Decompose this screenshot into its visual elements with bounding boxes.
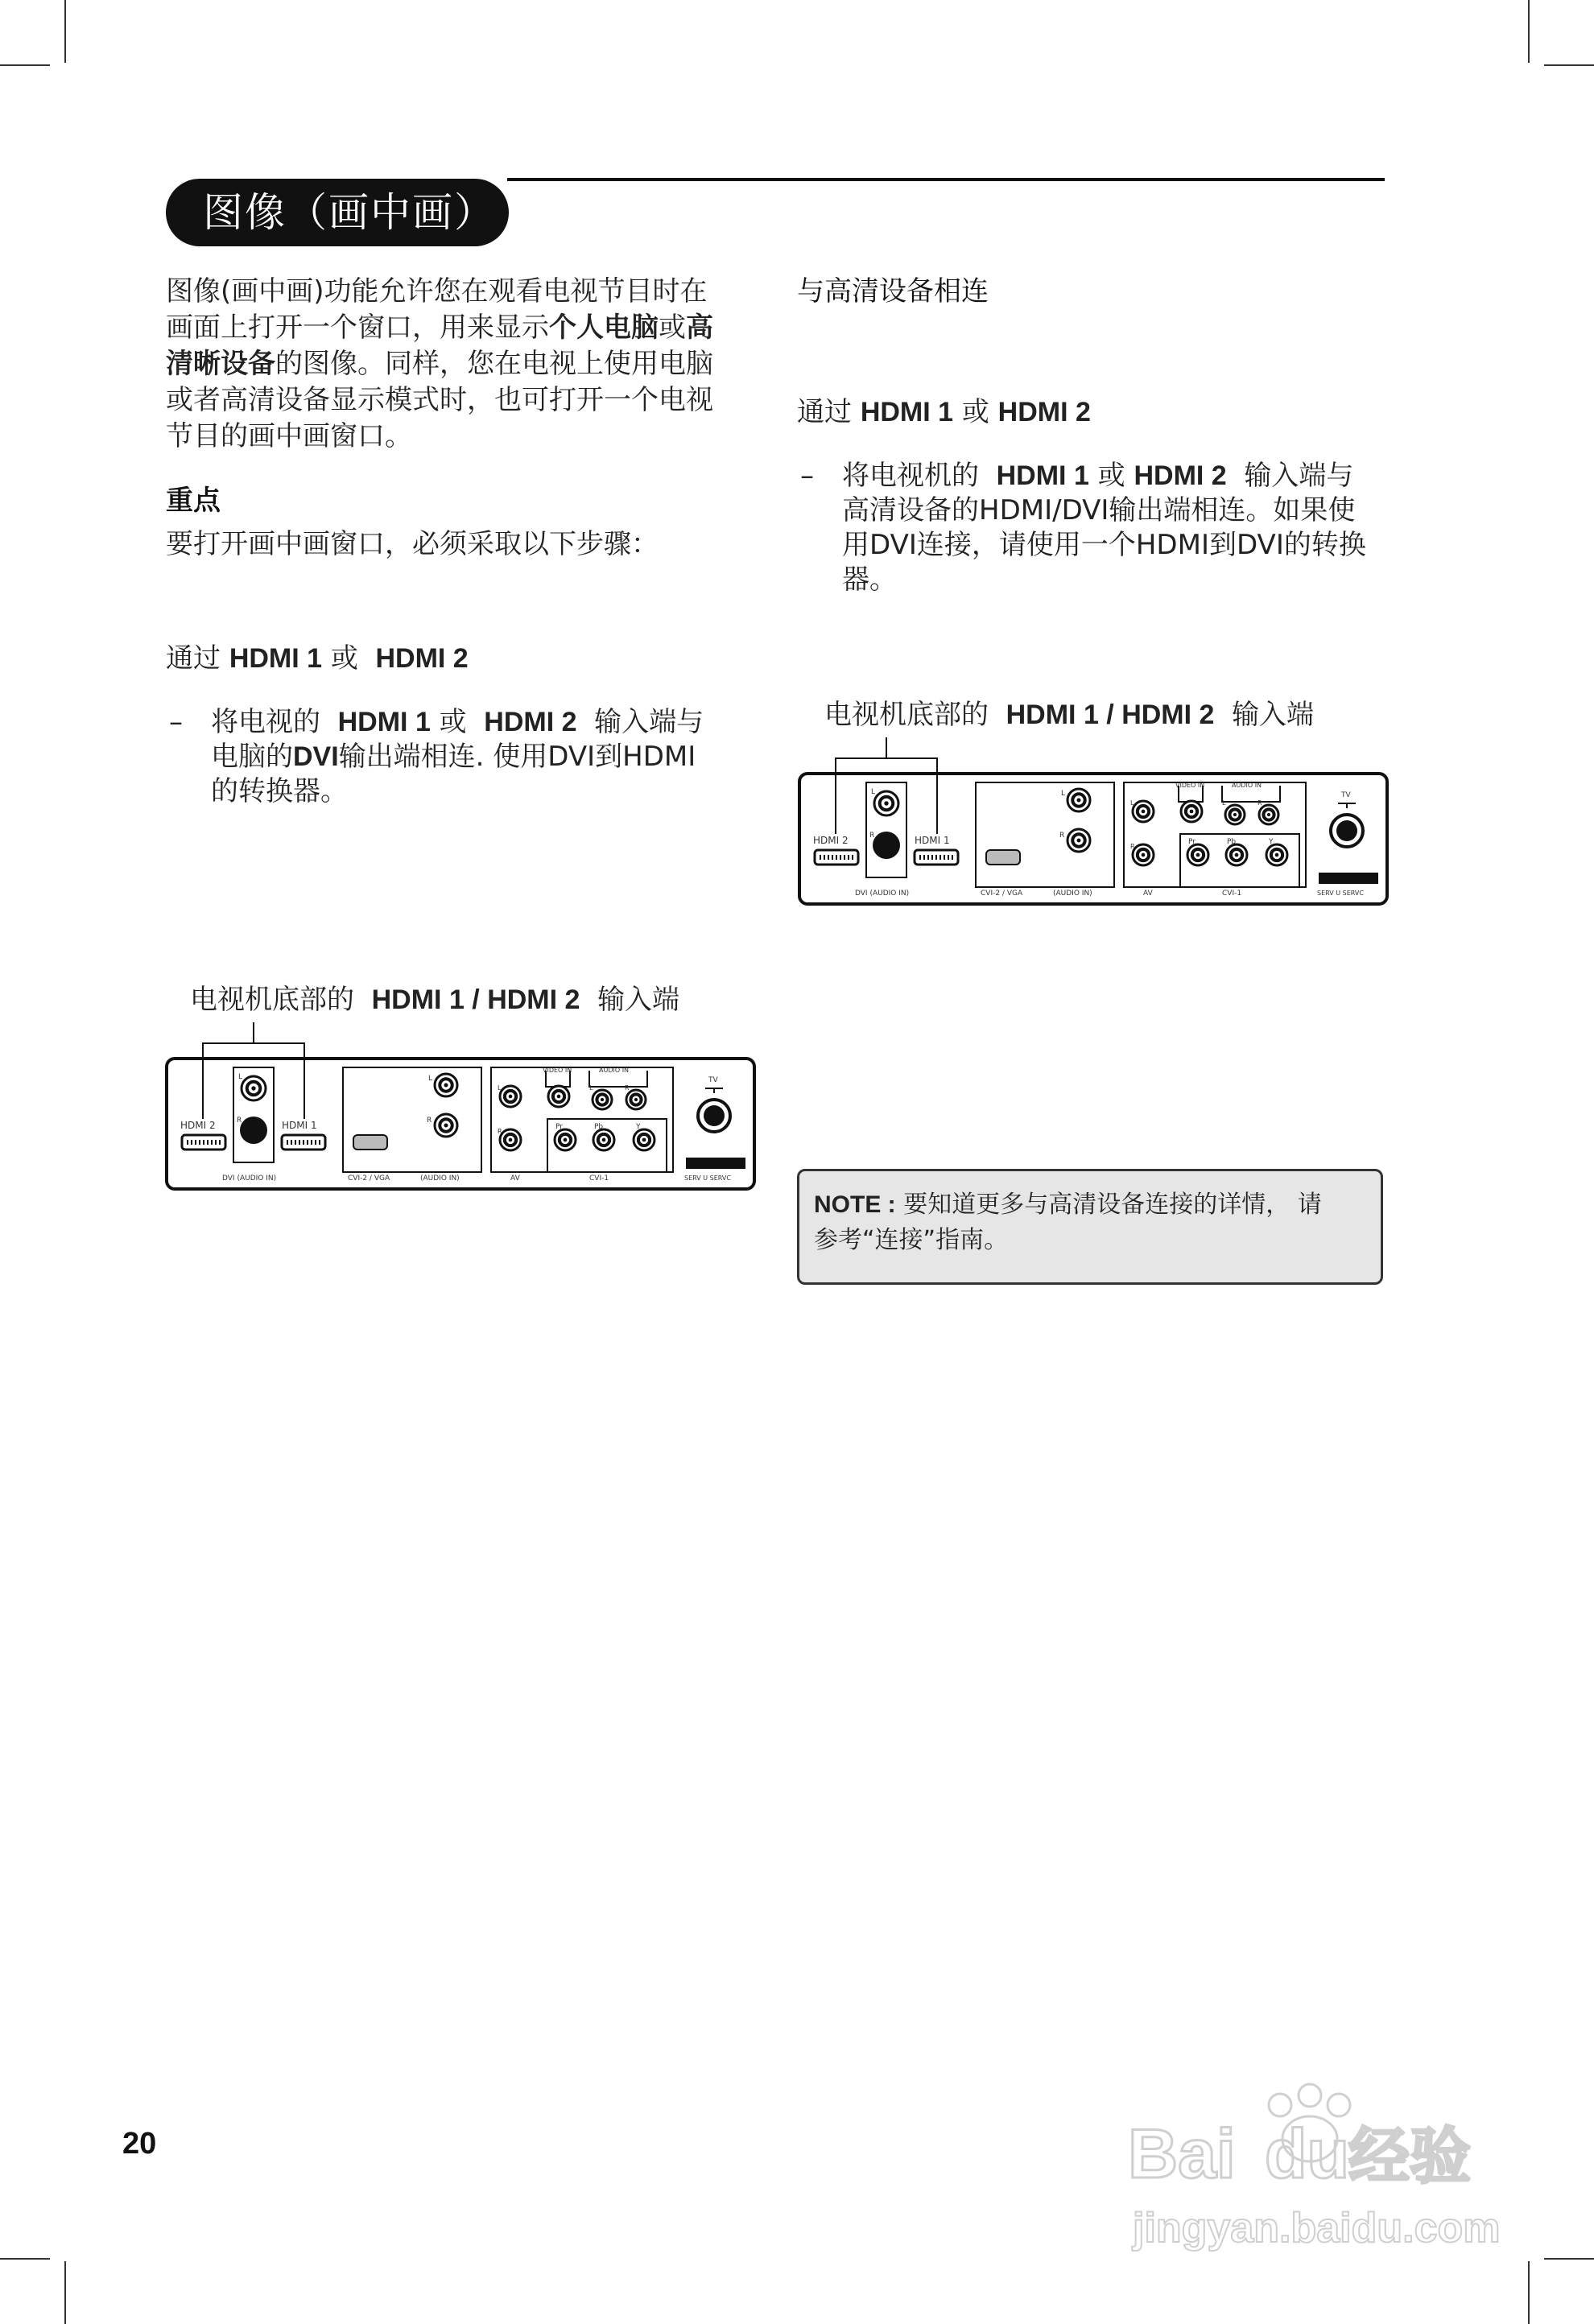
dvi-audio-r-jack-icon bbox=[873, 832, 900, 859]
hdmi-pin-icon bbox=[852, 855, 853, 860]
port-label: L bbox=[589, 1084, 593, 1092]
av-label: AV bbox=[1143, 890, 1153, 898]
vga-port-icon bbox=[986, 850, 1020, 865]
crop-mark bbox=[0, 64, 50, 66]
port-label: L bbox=[238, 1073, 243, 1081]
hdmi-pin-icon bbox=[319, 1140, 320, 1145]
intro-line-5: 节目的画中画窗口。 bbox=[166, 420, 412, 452]
hdmi-pin-icon bbox=[207, 1140, 209, 1145]
left-bullet: – 将电视的 HDMI 1 或 HDMI 2 输入端与 电脑的DVI输出端相连. 使用DVI到HDMI 的转换器。 bbox=[169, 706, 704, 807]
hdmi-pin-icon bbox=[927, 855, 929, 860]
hdmi-pin-icon bbox=[952, 855, 953, 860]
audio-in-top-label: AUDIO IN bbox=[599, 1067, 630, 1074]
hdmi-pin-icon bbox=[840, 855, 841, 860]
video-in-label: VIDEO IN bbox=[1175, 782, 1205, 789]
rca-jack-pin-icon bbox=[1267, 813, 1270, 816]
crop-mark bbox=[1528, 0, 1530, 63]
hdmi2-label: HDMI 2 bbox=[180, 1120, 216, 1131]
pb-label: Pb bbox=[1227, 838, 1237, 846]
hdmi-pin-icon bbox=[919, 855, 921, 860]
port-label: R bbox=[1059, 832, 1065, 840]
dvi-audio-in-label: DVI (AUDIO IN) bbox=[222, 1174, 277, 1183]
hdmi-pin-icon bbox=[199, 1140, 200, 1145]
port-label: L bbox=[498, 1084, 502, 1092]
hdmi-pin-icon bbox=[191, 1140, 192, 1145]
port-label: R bbox=[869, 832, 875, 840]
hdmi-pin-icon bbox=[935, 855, 937, 860]
cvi2-vga-label: CVI-2 / VGA bbox=[348, 1174, 390, 1183]
pr-label: Pr bbox=[1188, 838, 1196, 846]
y-label: Y bbox=[636, 1123, 641, 1131]
page-title: 图像（画中画） bbox=[166, 179, 509, 246]
video-in-label: VIDEO IN bbox=[543, 1067, 572, 1074]
hdmi-pin-icon bbox=[931, 855, 933, 860]
hdmi-pin-icon bbox=[299, 1140, 300, 1145]
baidu-jingyan-watermark bbox=[1123, 2081, 1501, 2258]
hdmi-pin-icon bbox=[215, 1140, 217, 1145]
hdmi-pin-icon bbox=[824, 855, 825, 860]
port-label: L bbox=[428, 1075, 433, 1083]
intro-pc: 个人电脑 bbox=[549, 312, 659, 344]
hdmi-pin-icon bbox=[219, 1140, 221, 1145]
watermark-brand-2: du bbox=[1265, 2116, 1350, 2193]
port-label: R bbox=[625, 1084, 630, 1092]
note-box bbox=[797, 1169, 1383, 1285]
cvi1-label: CVI-1 bbox=[589, 1174, 609, 1183]
hdmi-pin-icon bbox=[203, 1140, 204, 1145]
right-heading: 与高清设备相连 bbox=[797, 275, 989, 308]
rca-jack-pin-icon bbox=[1142, 810, 1146, 814]
intro-line-2: 画面上打开一个窗口，用来显示个人电脑或高 bbox=[166, 312, 713, 344]
crop-mark bbox=[64, 2261, 66, 2324]
port-label: R bbox=[1130, 843, 1135, 850]
hdmi-pin-icon bbox=[944, 855, 945, 860]
port-label: L bbox=[1222, 799, 1226, 807]
baidu-logo-icon bbox=[1123, 2081, 1501, 2258]
intro-paragraph bbox=[166, 274, 745, 455]
connector-panel-diagram bbox=[164, 1022, 757, 1193]
crop-mark bbox=[1544, 2258, 1594, 2260]
note-line-2: 参考“连接”指南。 bbox=[814, 1226, 1009, 1254]
tv-label: TV bbox=[708, 1076, 718, 1084]
page-number: 20 bbox=[122, 2127, 157, 2161]
bullet-dash: – bbox=[169, 706, 183, 738]
hdmi-pin-icon bbox=[836, 855, 837, 860]
crop-mark bbox=[0, 2258, 50, 2260]
port-label: L bbox=[1061, 790, 1066, 798]
watermark-url: jingyan.baidu.com bbox=[1133, 2205, 1501, 2252]
rca-jack-pin-icon bbox=[1233, 813, 1237, 816]
hdmi-pin-icon bbox=[211, 1140, 213, 1145]
rca-jack-pin-icon bbox=[601, 1098, 604, 1101]
dvi-audio-in-label: DVI (AUDIO IN) bbox=[855, 890, 910, 898]
hdmi-pin-icon bbox=[303, 1140, 304, 1145]
port-label: R bbox=[1257, 799, 1262, 807]
vga-port-icon bbox=[353, 1135, 387, 1150]
cvi2-vga-label: CVI-2 / VGA bbox=[981, 890, 1023, 898]
hdmi-pin-icon bbox=[948, 855, 949, 860]
port-label: R bbox=[237, 1117, 242, 1125]
title-rule bbox=[507, 178, 1385, 181]
antenna-jack-inner-icon bbox=[1336, 820, 1357, 841]
rca-jack-pin-icon bbox=[564, 1138, 568, 1142]
note-label: NOTE : bbox=[814, 1191, 896, 1218]
connector-panel-diagram bbox=[797, 737, 1390, 908]
hdmi-pin-icon bbox=[832, 855, 833, 860]
serv-label: SERV U SERVC bbox=[684, 1174, 731, 1182]
hdmi-pin-icon bbox=[291, 1140, 292, 1145]
pb-label: Pb bbox=[594, 1123, 604, 1131]
hdmi-pin-icon bbox=[939, 855, 941, 860]
watermark-product: 经验 bbox=[1348, 2120, 1471, 2192]
right-via-heading: 通过 HDMI 1 或 HDMI 2 bbox=[797, 396, 1091, 428]
important-heading: 重点 bbox=[166, 485, 221, 517]
hdmi-pin-icon bbox=[187, 1140, 188, 1145]
watermark-brand: Bai bbox=[1128, 2116, 1236, 2193]
hdmi-pin-icon bbox=[844, 855, 845, 860]
port-label: R bbox=[427, 1117, 432, 1125]
left-panel-caption: 电视机底部的 HDMI 1 / HDMI 2 输入端 bbox=[190, 984, 680, 1016]
intro-hd-device: 清晰设备 bbox=[166, 348, 275, 380]
rca-jack-pin-icon bbox=[1076, 798, 1080, 802]
hdmi-pin-icon bbox=[315, 1140, 316, 1145]
dvi-audio-r-jack-icon bbox=[240, 1117, 267, 1144]
hdmi-pin-icon bbox=[311, 1140, 312, 1145]
rca-jack-pin-icon bbox=[1196, 853, 1200, 857]
y-label: Y bbox=[1269, 838, 1274, 846]
rca-jack-pin-icon bbox=[634, 1098, 638, 1101]
hdmi-pin-icon bbox=[307, 1140, 308, 1145]
rca-jack-pin-icon bbox=[1275, 853, 1279, 857]
hdmi-pin-icon bbox=[923, 855, 925, 860]
rca-jack-pin-icon bbox=[884, 801, 888, 805]
right-panel-caption: 电视机底部的 HDMI 1 / HDMI 2 输入端 bbox=[824, 699, 1315, 731]
rca-jack-pin-icon bbox=[509, 1095, 513, 1099]
crop-mark bbox=[1528, 2261, 1530, 2324]
rca-jack-pin-icon bbox=[642, 1138, 646, 1142]
hdmi1-label: HDMI 1 bbox=[282, 1120, 317, 1131]
port-label: L bbox=[1130, 799, 1134, 807]
intro-line-4: 或者高清设备显示模式时，也可打开一个电视 bbox=[166, 384, 713, 416]
right-connector-panel bbox=[797, 737, 1390, 908]
service-connector-icon bbox=[1319, 873, 1378, 884]
intro-line-3: 清晰设备的图像。同样，您在电视上使用电脑 bbox=[166, 348, 713, 380]
cvi1-label: CVI-1 bbox=[1222, 890, 1242, 898]
hdmi-pin-icon bbox=[287, 1140, 288, 1145]
pr-label: Pr bbox=[555, 1123, 563, 1131]
rca-jack-pin-icon bbox=[251, 1086, 255, 1090]
service-connector-icon bbox=[686, 1158, 745, 1169]
audio-in-label: (AUDIO IN) bbox=[1053, 890, 1092, 898]
av-label: AV bbox=[510, 1174, 520, 1183]
hdmi2-label: HDMI 2 bbox=[813, 835, 849, 846]
hdmi-pin-icon bbox=[828, 855, 829, 860]
hdmi-pin-icon bbox=[295, 1140, 296, 1145]
rca-jack-pin-icon bbox=[444, 1083, 448, 1087]
rca-jack-pin-icon bbox=[1235, 853, 1239, 857]
port-label: R bbox=[498, 1128, 502, 1135]
audio-in-label: (AUDIO IN) bbox=[420, 1174, 460, 1183]
crop-mark bbox=[64, 0, 66, 63]
rca-jack-pin-icon bbox=[509, 1138, 513, 1142]
crop-mark bbox=[1544, 64, 1594, 66]
rca-jack-pin-icon bbox=[602, 1138, 606, 1142]
hdmi-pin-icon bbox=[848, 855, 849, 860]
serv-label: SERV U SERVC bbox=[1317, 890, 1364, 897]
antenna-jack-inner-icon bbox=[704, 1105, 725, 1126]
right-bullet: – 将电视机的 HDMI 1 或 HDMI 2 输入端与 高清设备的HDMI/DVI输出端相连。如果使 用DVI连接，请使用一个HDMI到DVI的转换 器。 bbox=[800, 460, 1366, 596]
port-label: L bbox=[871, 788, 876, 796]
hdmi-pin-icon bbox=[195, 1140, 196, 1145]
left-connector-panel bbox=[164, 1022, 757, 1193]
left-via-heading: 通过 HDMI 1 或 HDMI 2 bbox=[166, 642, 469, 675]
rca-jack-pin-icon bbox=[1142, 853, 1146, 857]
bullet-dash: – bbox=[800, 460, 814, 492]
rca-jack-pin-icon bbox=[444, 1123, 448, 1127]
rca-jack-pin-icon bbox=[1190, 810, 1194, 814]
note-line-1: 要知道更多与高清设备连接的详情， 请 bbox=[903, 1191, 1322, 1219]
intro-line-1: 图像(画中画)功能允许您在观看电视节目时在 bbox=[166, 275, 708, 308]
hdmi1-label: HDMI 1 bbox=[915, 835, 950, 846]
audio-in-top-label: AUDIO IN bbox=[1232, 782, 1262, 789]
tv-label: TV bbox=[1341, 791, 1351, 799]
hdmi-pin-icon bbox=[820, 855, 821, 860]
rca-jack-pin-icon bbox=[1076, 838, 1080, 842]
rca-jack-pin-icon bbox=[557, 1095, 561, 1099]
important-text: 要打开画中画窗口，必须采取以下步骤： bbox=[166, 528, 659, 560]
